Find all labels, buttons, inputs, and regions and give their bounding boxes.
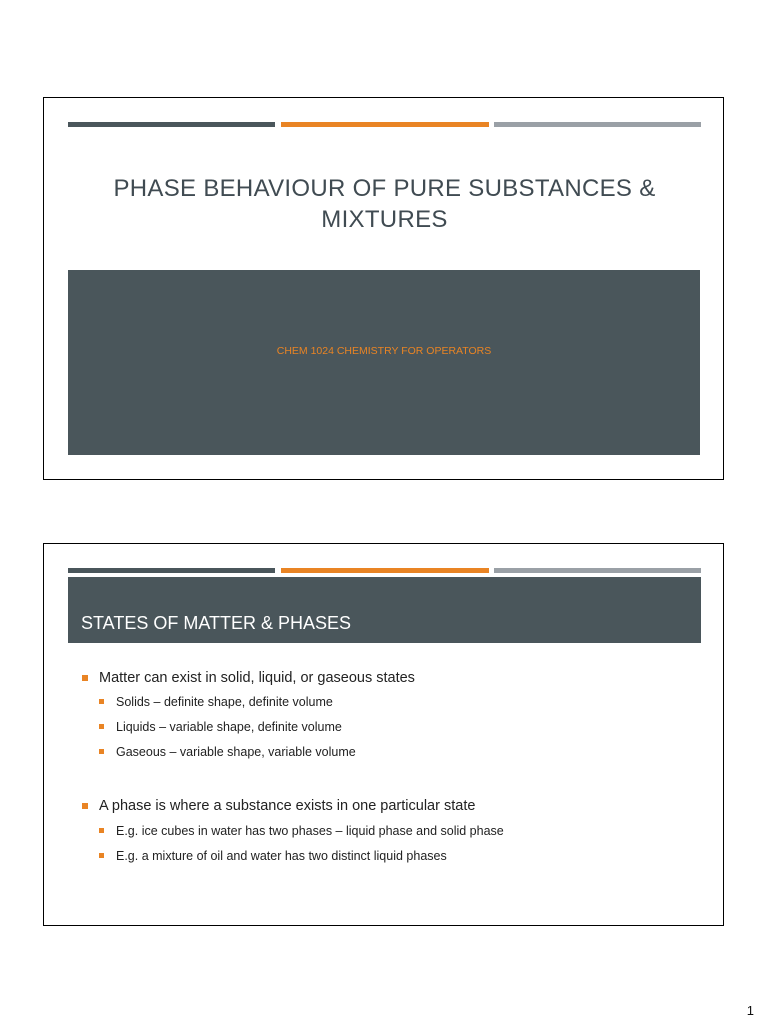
title-line-1: PHASE BEHAVIOUR OF PURE SUBSTANCES & — [113, 175, 656, 202]
title-line-2: MIXTURES — [321, 206, 448, 233]
bar-dark — [68, 122, 275, 127]
bar-accent — [281, 568, 489, 573]
bullet-icon — [99, 724, 104, 729]
bullet-group-1 — [82, 669, 415, 760]
slide-header — [68, 577, 701, 643]
bullet-icon — [82, 803, 88, 809]
list-item — [99, 694, 415, 710]
bullet-icon — [99, 828, 104, 833]
slide-2 — [43, 543, 724, 926]
slide-title: STATES OF MATTER & PHASES — [81, 613, 352, 633]
list-item — [82, 797, 504, 815]
list-item — [99, 823, 504, 839]
bullet-text: A phase is where a substance exists in one particular state — [99, 798, 476, 814]
slide-subtitle: CHEM 1024 CHEMISTRY FOR OPERATORS — [276, 345, 492, 357]
bullet-text: Matter can exist in solid, liquid, or gaseous states — [99, 670, 415, 686]
sub-bullet-text: Liquids – variable shape, definite volume — [116, 720, 342, 734]
sub-bullet-text: E.g. a mixture of oil and water has two distinct liquid phases — [116, 849, 447, 863]
page-number: 1 — [746, 1003, 754, 1018]
sub-bullet-text: Solids – definite shape, definite volume — [116, 695, 333, 709]
bar-accent — [281, 122, 489, 127]
decorative-bars — [68, 122, 701, 127]
bar-gray — [494, 122, 701, 127]
bullet-icon — [99, 749, 104, 754]
list-item — [99, 719, 415, 735]
slide-title — [84, 173, 685, 235]
sub-bullet-text: E.g. ice cubes in water has two phases – liquid phase and solid phase — [116, 824, 504, 838]
bullet-group-2 — [82, 797, 504, 864]
slide-1 — [43, 97, 724, 480]
bar-dark — [68, 568, 275, 573]
bullet-icon — [82, 675, 88, 681]
list-item — [99, 744, 415, 760]
decorative-bars — [68, 568, 701, 573]
bar-gray — [494, 568, 701, 573]
list-item — [82, 669, 415, 687]
list-item — [99, 848, 504, 864]
sub-bullet-text: Gaseous – variable shape, variable volume — [116, 745, 356, 759]
bullet-icon — [99, 853, 104, 858]
subtitle-panel — [68, 270, 700, 455]
bullet-icon — [99, 699, 104, 704]
